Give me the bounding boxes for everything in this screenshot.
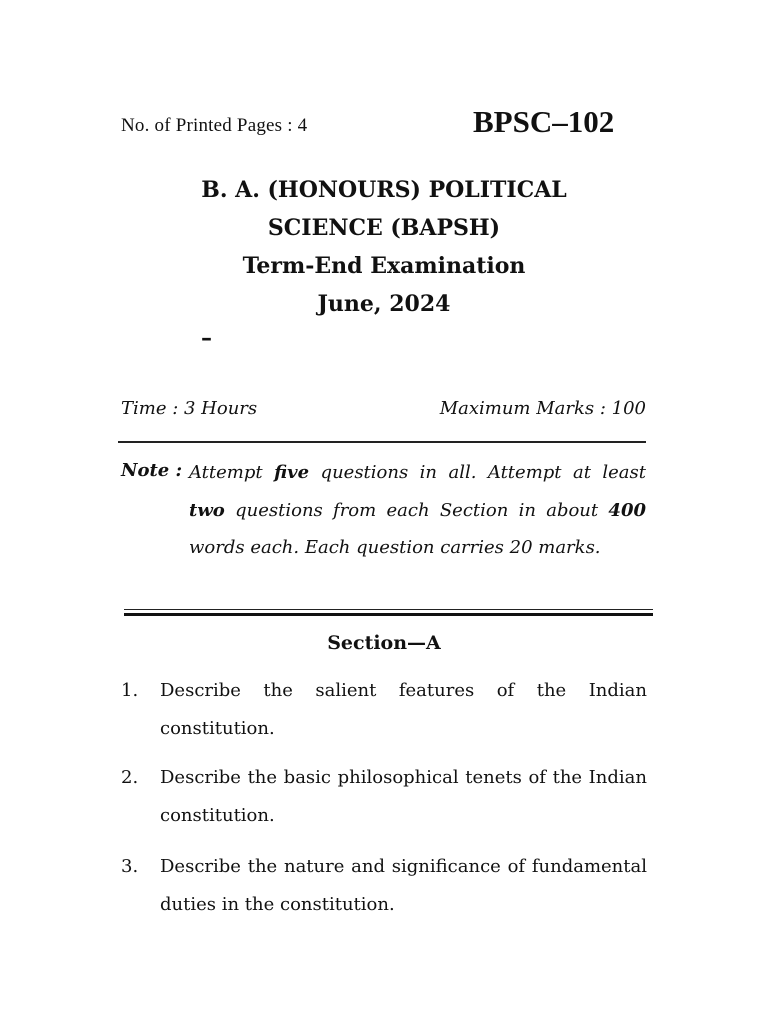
- question-text: Describe the salient features of the Indian constitution.: [160, 680, 647, 739]
- note-emphasis-word-count: 400: [608, 499, 646, 521]
- question-text: Describe the basic philosophical tenets of the Indian constitution.: [160, 767, 647, 826]
- double-rule-bottom: [124, 613, 653, 616]
- question-item: [121, 672, 647, 747]
- exam-max-marks: Maximum Marks : 100: [439, 398, 646, 419]
- note-text-part: words each. Each question carries 20 marks.: [189, 537, 601, 558]
- title-line-exam: Term-End Examination: [242, 253, 526, 279]
- paper-code: BPSC–102: [473, 104, 615, 139]
- divider-rule: [118, 441, 646, 443]
- dash-mark: –: [201, 325, 212, 351]
- question-item: [121, 759, 647, 834]
- title-line-subject: SCIENCE (BAPSH): [267, 215, 501, 241]
- note-text-part: questions from each Section in about: [224, 499, 609, 521]
- question-number: 2.: [121, 767, 139, 788]
- question-number: 3.: [121, 856, 139, 877]
- question-number: 1.: [121, 680, 139, 701]
- title-line-date: June, 2024: [317, 291, 451, 317]
- title-line-programme: B. A. (HONOURS) POLITICAL: [201, 177, 567, 203]
- question-text: Describe the nature and significance of fundamental duties in the constitution.: [160, 856, 647, 915]
- exam-time: Time : 3 Hours: [121, 398, 258, 419]
- exam-title: [0, 171, 768, 323]
- note-text-part: Attempt: [189, 462, 275, 483]
- note-label: Note :: [121, 460, 183, 481]
- exam-info-row: [121, 398, 646, 419]
- note-emphasis-five: five: [274, 462, 310, 483]
- section-title: Section—A: [327, 632, 441, 654]
- question-item: [121, 848, 647, 923]
- note-text-part: questions in all. Attempt at least: [309, 462, 646, 483]
- printed-pages-count: No. of Printed Pages : 4: [121, 115, 308, 136]
- note-text: [189, 454, 646, 567]
- note-emphasis-two: two: [189, 499, 225, 521]
- double-rule-top: [124, 609, 653, 610]
